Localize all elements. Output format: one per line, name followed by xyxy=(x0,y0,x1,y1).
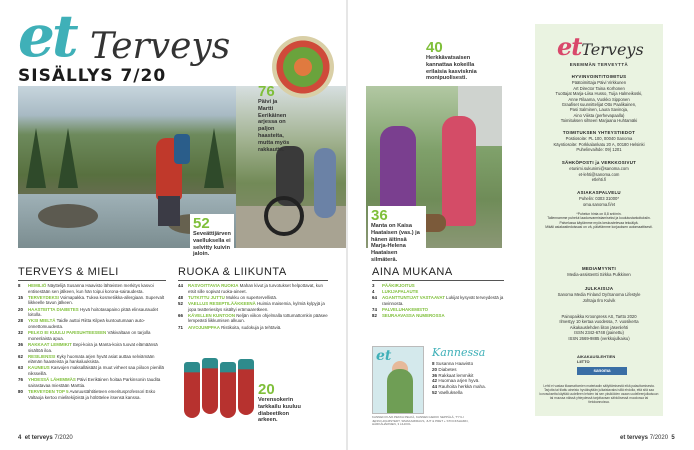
publisher-logos xyxy=(577,354,627,375)
contents-title: SISÄLLYS 7/20 xyxy=(18,66,167,86)
footer-left-issue: 7/2020 xyxy=(54,435,73,441)
cover-logo: et xyxy=(376,348,392,364)
caption-dogs xyxy=(368,206,426,266)
website-link[interactable]: etlehti.fi xyxy=(591,177,607,183)
masthead-block: HYVINVOINTITOIMITUS Päätoimittaja Päivi Virkkunen Art Director Taina Korhonen Tuottajat Marja-Liisa Husso, Tuija Halmeikoski, Anne Rilaama, Vuokko Sipponen Graafiset suunnittelijat Otto Paalikainen, Pasi Salminen, Laura Savinoja, Aino Viiista (perhevapaalla) Toimituksen sihteeri Marjaana Huhtamäki xyxy=(555,74,643,124)
footer-left-page: 4 xyxy=(18,435,22,441)
test-tubes-illustration xyxy=(178,356,256,422)
footer-right-brand: et terveys xyxy=(620,435,649,441)
page-gutter xyxy=(346,0,348,450)
kannessa-item[interactable]: 36 Rakkaat lemmikit xyxy=(432,372,474,378)
caption-tubes xyxy=(258,382,308,424)
footer-right-page: 5 xyxy=(671,435,675,441)
section-rule xyxy=(178,280,328,281)
kannessa-list xyxy=(432,361,486,396)
toc-item[interactable]: 80 TERVEYDEN TOP 5 Avaruustähtitieteen emeritusprofessori Esko Valtaoja kertoo mielitekijöistä ja hölöttelee itsensä kanssa. xyxy=(18,389,156,400)
caption-hike-text: Seveättijärven vaelluksella ei selvitty kuivin jaloin. xyxy=(193,231,231,258)
caption-walk-text: Päivi ja Martti Eerikäinen arjessa on paljon haasteita, mutta myös rakkautta. xyxy=(258,99,290,153)
toc-item[interactable]: 48 TUTKITTU JUTTU Mukku on supertervellistä. xyxy=(178,294,278,300)
masthead-logo-terveys: Terveys xyxy=(581,40,644,59)
section-rule xyxy=(372,280,504,281)
wheelchair-photo xyxy=(236,83,347,248)
logo-terveys: Terveys xyxy=(90,26,231,67)
toc-item[interactable]: 3 PÄÄKIRJOITUS xyxy=(372,283,415,288)
masthead-subtitle: ENEMMÄN TERVEYTTÄ xyxy=(569,62,629,67)
masthead-footnote: Lehti ei vastaa tilaamattomien materiaalin säilyttämisestä eikä palauttamisesta. Tarjotta tai tilattu aineisto hyväksytään julkaistavaksi sillä ehdolla, että sitä saa korvauksetta käyttää uudelleen lehden tai sen yksiköiden osaan uudelleenjulkaisuun tai muussa näissä yhteydessä tarjottavaan sähköisessä muodossa tai tietokannoissa. xyxy=(539,384,659,404)
toc-item[interactable]: 52 VAELLUS RESEPTILÄÄKKEENÄ Huimia maisemia, kylmiä kylpyjä ja jopa teatteriesitys sisältyi erämaaretkeen. xyxy=(178,300,325,312)
caption-hike-number: 52 xyxy=(193,215,210,232)
caption-dogs-text: Manta on Kaisa Haataisen (vas.) ja hänen äitinsä Marja-Helena Haataisen silmäterä. xyxy=(371,223,420,263)
salad-photo xyxy=(272,36,334,98)
caption-salad xyxy=(426,40,496,82)
caption-tubes-number: 20 xyxy=(258,381,275,398)
masthead-logo xyxy=(557,32,644,61)
toc-item[interactable]: 32 PELKO EI KUULU PARISUHTEESEEN Väkivaltaan on tarjolla monenlaista apua. xyxy=(18,330,151,341)
aikakauslehtien-liitto-logo: AIKAKAUSLEHTIEN LIITTO xyxy=(577,354,616,364)
masthead-panel xyxy=(535,24,663,416)
kannessa-item[interactable]: 8 Susanna Haavisto xyxy=(432,361,474,366)
masthead-block: SÄHKÖPOSTI ja VERKKOSIVUT etunimi.sukunimi@sanoma.com et-lehti@sanoma.com etlehti.fi xyxy=(539,160,659,183)
caption-dogs-number: 36 xyxy=(371,207,388,224)
toc-terveys xyxy=(18,283,166,401)
cover-credit: KANNEN KUVA PEKKA PELKÄ, KANNEN HEIKKI SEPPÄLÄ, TYYLI JENNI HOLMSTEDT, SIMAKAMIRAUS, JUT & PRET + STOCKSHAMN, HÄRKÄHÄRNIEN, 3 LIHOOL xyxy=(372,415,469,427)
caption-walk-number: 76 xyxy=(258,83,275,100)
logo-et: et xyxy=(18,2,76,70)
magazine-cover-thumbnail[interactable] xyxy=(372,346,424,414)
toc-item[interactable]: 36 RAKKAAT LEMMIKIT Eepi-koira ja Manta-koira tuovat elämäänsä sisältöä iloa. xyxy=(18,341,158,353)
section-rule xyxy=(18,280,166,281)
toc-item[interactable]: 63 KAUNEUS Kasvojen maksalläisäät ja muut virheet saa piiloon pienillä niksseillä. xyxy=(18,365,164,377)
toc-item[interactable]: 44 RASVOITTAVIA RUOKIA Mahan kivut ja turvotukset helpottavat, kun etsit sille sopivat ruoka-aineet. xyxy=(178,283,323,294)
footer-left-brand: et terveys xyxy=(24,435,53,441)
kannessa-item[interactable]: 20 Diabetes xyxy=(432,366,457,372)
masthead-block: MEDIAMYYNTI Media-assistentti Sirkka Pulkkinen xyxy=(567,266,631,278)
toc-aina xyxy=(372,283,504,320)
email-link[interactable]: et-lehti@sanoma.com xyxy=(578,171,620,177)
toc-item[interactable]: 76 YHDESSÄ LÄHEMMÄS Päivi Eerikäinen hoitaa Parkinsonin taudita sairastavaa miestään Marttia. xyxy=(18,377,161,388)
masthead-block: JULKAISIJA Sanoma Media Finland Oy/Sanoma Lifestyle Johtaja Ilro Kulvik xyxy=(557,286,641,303)
masthead-note: *Puhelun hinta on 8,8 snt/min. Tallennamme puhelut laadunvarmistamiseksi ja koulutustarkoituksiin. Palvelussa käytämme myös keskustelevaa tekoälyä. Mikäli asiakastiedoissasi on vä, päivitämme korjauksen automaattisesti. xyxy=(545,212,653,230)
toc-item[interactable]: 66 KÄVELLEN KUNTOON Neljän viikon ohjelmalla tottumattomkin pääsee lempeästi liikkumisen alkuun. xyxy=(178,312,328,324)
toc-item[interactable]: 74 PALVELUHAKEMISTO xyxy=(372,307,429,313)
kannessa-item[interactable]: 52 Vaelluksella xyxy=(432,389,463,395)
website-link[interactable]: oma.sanoma.fi/et xyxy=(582,201,616,207)
toc-item[interactable]: 15 TERVEYDEKSI Voimapakka. Tukea kosmetiikka-allergiaan. Supervalt liikkeelle tavun jälkeen. xyxy=(18,294,165,306)
toc-item[interactable]: 64 AGANTTUNTIJAT VASTAAVAT Lukijat kysyvät terveydestä ja ravinnosta. xyxy=(372,295,504,306)
toc-ruoka xyxy=(178,283,328,331)
toc-item[interactable]: 4 LUKIJAPALAUTE xyxy=(372,289,419,295)
masthead-logo-et: et xyxy=(557,32,582,61)
kannessa-item[interactable]: 42 Huomaa arjen hyvä. xyxy=(432,378,480,384)
toc-item[interactable]: 82 SEURAAVASSA NUMEROSSA xyxy=(372,313,445,319)
section-title-ruoka: RUOKA & LIIKUNTA xyxy=(178,266,287,278)
caption-salad-text: Herkkävatsaisen kannattaa kokeilla erilaisia kasvisknia monipuolisesti. xyxy=(426,55,477,82)
caption-walk xyxy=(258,84,290,153)
section-title-terveys: TERVEYS & MIELI xyxy=(18,266,119,278)
email-link[interactable]: etunimi.sukunimi@sanoma.com xyxy=(569,166,629,172)
footer-right-issue: 7/2020 xyxy=(649,435,669,441)
et-terveys-logo xyxy=(18,2,231,70)
toc-item[interactable]: 62 RESILIENSSI Kyky huomata arjen hyvät asiat auttaa selviämään elämän haasteista ja hankaluuksista. xyxy=(18,353,155,365)
section-title-aina: AINA MUKANA xyxy=(372,266,453,278)
caption-hike xyxy=(190,214,234,260)
masthead-block: ASIAKASPALVELU Puhelin: 0303 31000* oma.sanoma.fi/et xyxy=(539,190,659,207)
sanoma-logo: sanoma xyxy=(577,367,627,375)
toc-item[interactable]: 28 YKSI MIELTÄ Taidle auttoi Riitta Kilpeä kuntoutumaan auto-onnettomuudesta. xyxy=(18,318,145,329)
kannessa-title: Kannessa xyxy=(432,346,486,359)
masthead-block: Painopaikka Kroonpress AS, Tartto 2020 Ilmestyy 10 kertaa vuodessa, 7. vuosikerta Aikakauslehden liiton jäsenlehti ISSN 2342-6748 (painettu) ISSN 2669-9885 (verkkojulkaisu) xyxy=(559,314,639,341)
toc-item[interactable]: 8 HEMILIÖ Näyttelijä Susanna Haavisto lähteisten merkitys kasvoi entisestään sen jälkeen, kun hän toipui korona-sairaudesta. xyxy=(18,283,154,294)
kannessa-item[interactable]: 44 Rauhoita herkkä maha. xyxy=(432,384,486,390)
caption-salad-number: 40 xyxy=(426,39,443,56)
masthead-block: TOIMITUKSEN YHTEYSTIEDOT Postiosoite: PL 100, 00040 Sanoma Käyntiosoite: Porkkalankatu 20 A, 00180 Helsinki Puhelinvaihde: 09) 1201 xyxy=(553,130,645,153)
footer-right xyxy=(620,435,675,441)
footer-left xyxy=(18,435,73,441)
caption-tubes-text: Verensokerin tarkkailu kuuluu diabeetikon arkeen. xyxy=(258,397,301,424)
toc-item[interactable]: 20 HAASTEITTA DIABETES Hyvä hoitotasapaino pitää elinsauraudet loitolla. xyxy=(18,306,159,318)
toc-item[interactable]: 71 AIVOJUMPPAA Ristikoita, sudokuja ja tehtäviä. xyxy=(178,324,282,330)
